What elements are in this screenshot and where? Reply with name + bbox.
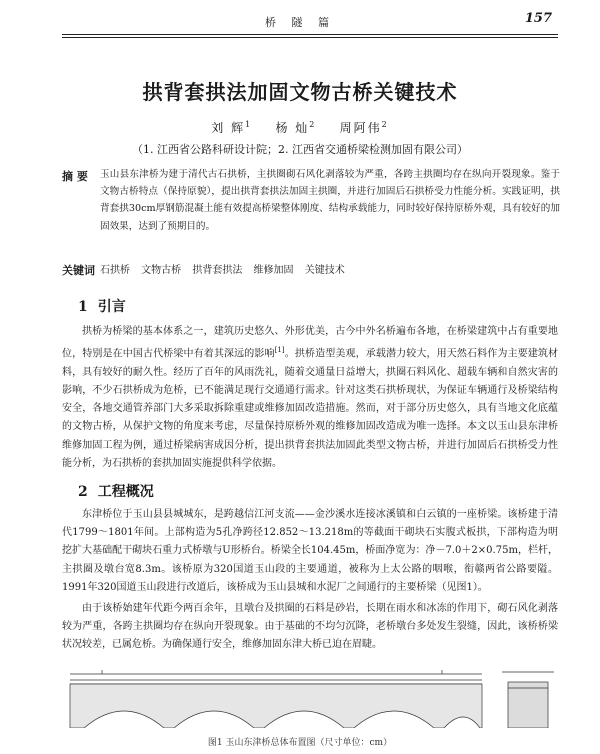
author-mark: 1 <box>245 120 253 129</box>
intro-text-a: 拱桥为桥梁的基本体系之一，建筑历史悠久、外形优美，古今中外名桥遍布各地，在桥梁建筑中占有重要地位，特别是在中国古代桥梁中有着其深远的影响 <box>62 326 558 360</box>
bridge-layout-figure <box>62 668 558 728</box>
figure-caption: 图1 玉山东津桥总体布置图（尺寸单位：cm） <box>207 738 393 748</box>
author-name: 刘 辉 <box>211 121 246 135</box>
author-list <box>0 119 600 136</box>
bridge-elevation <box>70 670 482 728</box>
page-number: 157 <box>524 11 552 26</box>
intro-text-b: 。拱桥造型美观，承载潜力较大，用天然石料作为主要建筑材料，具有较好的耐久性。经历了百年的风雨洗礼，随着交通量日益增大，拱圈石料风化、超载车辆和自然灾害的影响，不少石拱桥成为危桥，已不能满足现行交通通行需求。针对这类石拱桥现状，为保证车辆通行及桥梁结构安全，各地交通管养部门大多采取拆除重建或维修加固改造措施。然而，对于部分历史悠久，具有当地文化底蕴的文物古桥，从保护文物的角度来考虑，尽量保持原桥外观的维修加固改造成为唯一选择。本文以玉山县东津桥维修加固工程为例，通过桥梁病害成因分析，提出拱背套拱法加固此类型文物古桥，并进行加固后石拱桥受力性能分析，为石拱桥的套拱加固实施提供科学依据。 <box>62 348 559 469</box>
paper-title: 拱背套拱法加固文物古桥关键技术 <box>142 80 458 104</box>
author-mark: 2 <box>309 120 317 129</box>
author-mark: 2 <box>381 120 389 129</box>
section-number: 1 <box>78 299 88 315</box>
overview-paragraph: 东津桥位于玉山县县城城东，是跨越信江河支流——金沙溪水连接冰溪镇和白云镇的一座桥梁。该桥建于清代1799～1801年间。上部构造为5孔净跨径12.852～13.218m的等截面干砌块石实腹式板拱，下部构造为明挖扩大基础配干砌块石重力式桥墩与U形桥台。桥梁全长104.45m，桥面净宽为：净－7.0＋2×0.75m，栏杆，主拱圈及墩台宽8.3m。该桥原为320国道玉山段的主要通道，被称为上太公路的咽喉，衔赣两省公路要隘。1991年320国道玉山段进行改道后，该桥成为玉山县城和水泥厂之间通行的主要桥梁（见图1）。 <box>62 509 558 593</box>
affiliation: （1. 江西省公路科研设计院；2. 江西省交通桥梁检测加固有限公司） <box>132 143 468 156</box>
keywords-label: 关键词 <box>62 264 95 277</box>
running-header <box>0 0 600 40</box>
section-heading-intro <box>78 296 136 316</box>
abstract-text: 玉山县东津桥为建于清代古石拱桥，主拱圈砌石风化剥落较为严重，各跨主拱圈均存在纵向开裂现象。鉴于文物古桥特点（保持原貌），提出拱背套拱法加固主拱圈，并进行加固后石拱桥受力性能分析。实践证明，拱背套拱30cm厚钢筋混凝土能有效提高桥梁整体刚度、结构承载能力，同时较好保持原桥外观，具有较好的加固效果，达到了预期目的。 <box>100 169 560 232</box>
journal-section: 桥 隧 篇 <box>265 16 335 29</box>
abstract-label: 摘 要 <box>62 170 88 183</box>
intro-paragraph <box>62 323 558 473</box>
section-number: 2 <box>78 484 88 500</box>
author-name: 杨 灿 <box>275 121 310 135</box>
keywords-text: 石拱桥 文物古桥 拱背套拱法 维修加固 关键技术 <box>100 265 345 276</box>
overview-paragraph-2: 由于该桥始建年代距今两百余年，且墩台及拱圈的石料是砂岩，长期在雨水和冰冻的作用下，砌石风化剥落较为严重，各跨主拱圈均存在纵向开裂现象。由于基础的不均匀沉降，老桥墩台多处发生裂缝，因此，该桥桥梁状况较差，已属危桥。为确保通行安全，维修加固东津大桥已迫在眉睫。 <box>62 603 558 651</box>
citation: [1] <box>274 346 285 355</box>
header-rule <box>62 37 558 38</box>
author-name: 周阿伟 <box>339 121 382 135</box>
section-title: 工程概况 <box>97 484 154 500</box>
bridge-cross-section <box>502 672 554 728</box>
section-title: 引言 <box>97 299 126 315</box>
header-rule <box>62 34 558 35</box>
section-heading-overview <box>78 481 164 501</box>
